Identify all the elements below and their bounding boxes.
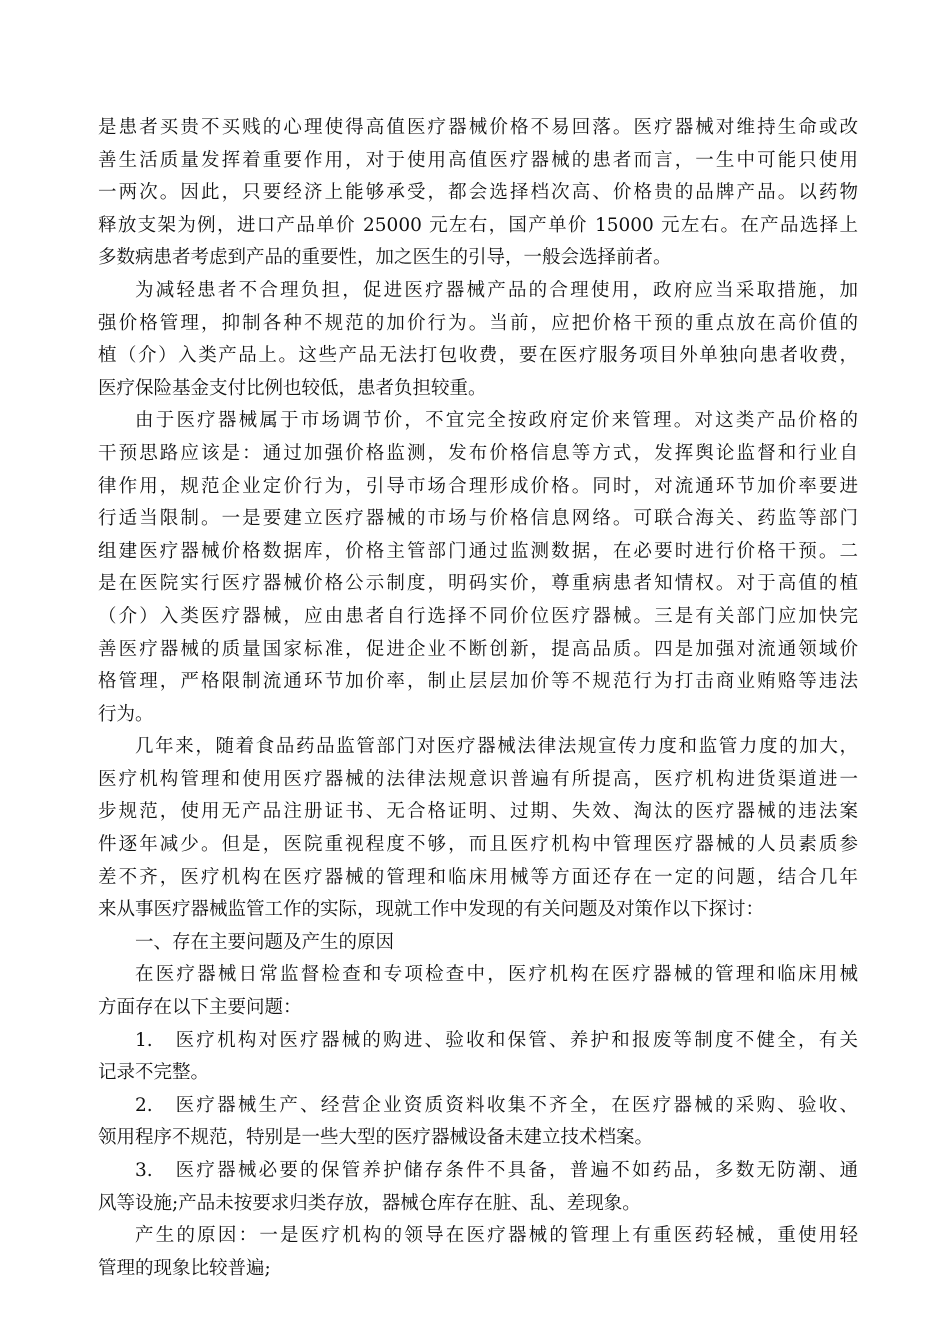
text-line: 强价格管理，抑制各种不规范的加价行为。当前，应把价格干预的重点放在高价值的 bbox=[98, 312, 858, 334]
text-line: 在医疗器械日常监督检查和专项检查中，医疗机构在医疗器械的管理和临床用械 bbox=[135, 964, 858, 986]
text-line: 领用程序不规范，特别是一些大型的医疗器械设备未建立技术档案。 bbox=[98, 1127, 654, 1149]
text-line: 记录不完整。 bbox=[98, 1062, 210, 1084]
text-line: 件逐年减少。但是，医院重视程度不够，而且医疗机构中管理医疗器械的人员素质参 bbox=[98, 834, 858, 856]
text-line: 步规范，使用无产品注册证书、无合格证明、过期、失效、淘汰的医疗器械的违法案 bbox=[98, 801, 858, 823]
text-line: 一、存在主要问题及产生的原因 bbox=[135, 931, 395, 953]
text-line: 善生活质量发挥着重要作用，对于使用高值医疗器械的患者而言，一生中可能只使用 bbox=[98, 149, 858, 171]
text-line: 多数病患者考虑到产品的重要性，加之医生的引导，一般会选择前者。 bbox=[98, 247, 672, 269]
text-line: （介）入类医疗器械，应由患者自行选择不同价位医疗器械。三是有关部门应加快完 bbox=[98, 605, 858, 627]
text-line: 格管理，严格限制流通环节加价率，制止层层加价等不规范行为打击商业贿赂等违法 bbox=[98, 671, 858, 693]
document-body bbox=[98, 112, 858, 1285]
text-line: 医疗保险基金支付比例也较低，患者负担较重。 bbox=[98, 377, 487, 399]
text-line: 植（介）入类产品上。这些产品无法打包收费，要在医疗服务项目外单独向患者收费， bbox=[98, 345, 858, 367]
text-line: 来从事医疗器械监管工作的实际，现就工作中发现的有关问题及对策作以下探讨： bbox=[98, 899, 765, 921]
text-line: 由于医疗器械属于市场调节价，不宜完全按政府定价来管理。对这类产品价格的 bbox=[135, 410, 858, 432]
text-line: 产生的原因：一是医疗机构的领导在医疗器械的管理上有重医药轻械，重使用轻 bbox=[135, 1225, 858, 1247]
text-line: 善医疗器械的质量国家标准，促进企业不断创新，提高品质。四是加强对流通领域价 bbox=[98, 638, 858, 660]
text-line: 组建医疗器械价格数据库，价格主管部门通过监测数据，在必要时进行价格干预。二 bbox=[98, 540, 858, 562]
text-line: 行适当限制。一是要建立医疗器械的市场与价格信息网络。可联合海关、药监等部门 bbox=[98, 508, 858, 530]
text-line: 释放支架为例，进口产品单价 25000 元左右，国产单价 15000 元左右。在产品选择上 bbox=[98, 214, 858, 236]
text-line: 为减轻患者不合理负担，促进医疗器械产品的合理使用，政府应当采取措施，加 bbox=[135, 279, 858, 301]
text-line: 律作用，规范企业定价行为，引导市场合理形成价格。同时，对流通环节加价率要进 bbox=[98, 475, 858, 497]
text-line: 是在医院实行医疗器械价格公示制度，明码实价，尊重病患者知情权。对于高值的植 bbox=[98, 573, 858, 595]
text-line: 干预思路应该是：通过加强价格监测，发布价格信息等方式，发挥舆论监督和行业自 bbox=[98, 442, 858, 464]
text-line: 2. 医疗器械生产、经营企业资质资料收集不齐全，在医疗器械的采购、验收、 bbox=[135, 1094, 858, 1116]
text-line: 方面存在以下主要问题： bbox=[98, 997, 302, 1019]
text-line: 3. 医疗器械必要的保管养护储存条件不具备，普遍不如药品，多数无防潮、通 bbox=[135, 1160, 858, 1181]
text-line: 行为。 bbox=[98, 703, 154, 725]
text-line: 差不齐，医疗机构在医疗器械的管理和临床用械等方面还存在一定的问题，结合几年 bbox=[98, 866, 858, 888]
text-line: 几年来，随着食品药品监管部门对医疗器械法律法规宣传力度和监管力度的加大， bbox=[135, 736, 858, 758]
text-line: 1. 医疗机构对医疗器械的购进、验收和保管、养护和报废等制度不健全，有关 bbox=[135, 1029, 858, 1051]
text-line: 医疗机构管理和使用医疗器械的法律法规意识普遍有所提高，医疗机构进货渠道进一 bbox=[98, 768, 858, 790]
text-line: 风等设施;产品未按要求归类存放，器械仓库存在脏、乱、差现象。 bbox=[98, 1192, 641, 1214]
text-line: 管理的现象比较普遍; bbox=[98, 1257, 271, 1279]
text-line: 一两次。因此，只要经济上能够承受，都会选择档次高、价格贵的品牌产品。以药物 bbox=[98, 182, 858, 204]
text-line: 是患者买贵不买贱的心理使得高值医疗器械价格不易回落。医疗器械对维持生命或改 bbox=[98, 117, 858, 138]
